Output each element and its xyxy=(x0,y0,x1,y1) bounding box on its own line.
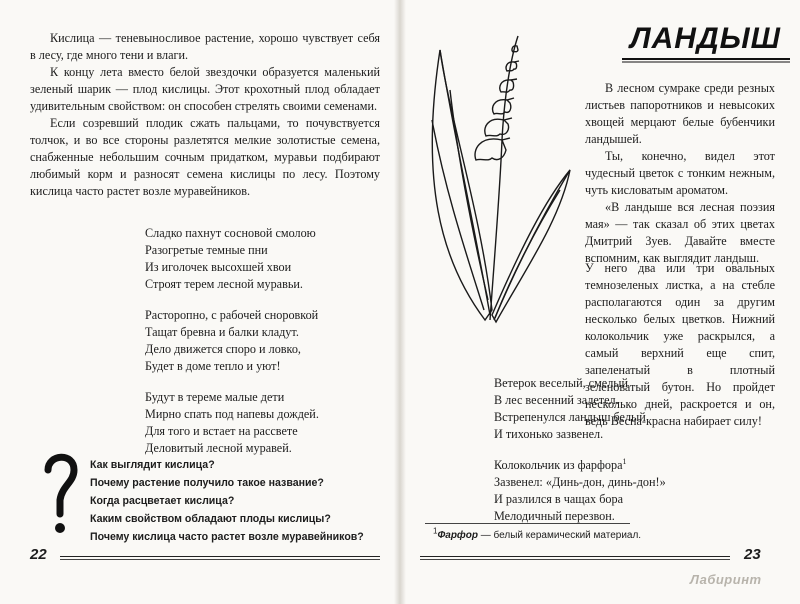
question-item: Когда расцветает кислица? xyxy=(90,495,235,507)
footnote-text: — белый керамический материал. xyxy=(478,530,642,541)
footer-rule xyxy=(420,559,730,560)
poem-line: И тихонько зазвенел. xyxy=(494,427,604,441)
poem-line: Сладко пахнут сосновой смолою xyxy=(145,226,316,240)
poem-line: Из иголочек высохшей хвои xyxy=(145,260,292,274)
question-item: Почему растение получило такое название? xyxy=(90,477,324,489)
title-underline xyxy=(622,58,790,63)
poem-line: Будет в доме тепло и уют! xyxy=(145,359,281,373)
poem-stanza xyxy=(145,307,385,375)
footnote xyxy=(433,526,773,541)
footnote-mark: 1 xyxy=(433,526,438,536)
lily-poem xyxy=(494,375,754,539)
footer-rule xyxy=(420,556,730,557)
poem-line-text: Колокольчик из фарфора xyxy=(494,458,623,472)
poem-line: Мелодичный перезвон. xyxy=(494,509,615,523)
book-spine xyxy=(394,0,406,604)
footnote-rule xyxy=(425,523,630,524)
paragraph: Если созревший плодик сжать пальцами, то почувствуется толчок, и во все стороны разлетятся мелкие золотистые семена, снабженные небольшим сочным придатком, муравьи подбирают любимый корм и разносят семена кислицы по лесу. Поэтому кислица часто растет возле муравейников. xyxy=(30,116,380,198)
page-number-right: 23 xyxy=(744,546,761,563)
paragraph: Ты, конечно, видел этот чудесный цветок с тонким нежным, чуть кисловатым ароматом. xyxy=(585,149,775,197)
left-prose xyxy=(30,30,380,200)
poem-line: Тащат бревна и балки кладут. xyxy=(145,325,299,339)
ant-poem xyxy=(145,225,385,471)
paragraph: В лесном сумраке среди резных листьев папоротников и невысоких хвощей мерцают белые бубенчики ландышей. xyxy=(585,81,775,146)
footnote-term: Фарфор xyxy=(437,530,478,541)
footer-rule xyxy=(60,559,380,560)
poem-stanza xyxy=(494,457,754,525)
poem-line: Будут в тереме малые дети xyxy=(145,390,285,404)
question-item: Каким свойством обладают плоды кислицы? xyxy=(90,513,331,525)
question-mark-icon xyxy=(40,448,82,538)
question-item: Как выглядит кислица? xyxy=(90,459,215,471)
poem-line: Ветерок веселый, смелый xyxy=(494,376,629,390)
poem-line: И разлился в чащах бора xyxy=(494,492,623,506)
poem-line: Зазвенел: «Динь-дон, динь-дон!» xyxy=(494,475,666,489)
poem-line: Дело движется споро и ловко, xyxy=(145,342,301,356)
page-title: ЛАНДЫШ xyxy=(630,22,781,55)
poem-line: Расторопно, с рабочей сноровкой xyxy=(145,308,319,322)
footer-rule xyxy=(60,556,380,557)
poem-line: Для того и встает на рассвете xyxy=(145,424,298,438)
intro-prose xyxy=(585,80,775,267)
question-item: Почему кислица часто растет возле муравейников? xyxy=(90,531,364,543)
poem-stanza xyxy=(145,389,385,457)
watermark: Лабиринт xyxy=(690,572,762,587)
poem-line: В лес весенний залетел. xyxy=(494,393,619,407)
footnote-reference: 1 xyxy=(622,456,627,466)
poem-line: Деловитый лесной муравей. xyxy=(145,441,292,455)
paragraph: У него два или три овальных темнозеленых листка, а на стебле располагаются один за другим несколько белых цветков. Нижний колокольчик уже раскрылся, а самый верхний еще спит, запеленатый в плотный зеленоватый бутон. Но пройдет несколько дней, раскроется и он, ведь Весна-красна набирает силу! xyxy=(585,261,775,428)
paragraph: К концу лета вместо белой звездочки образуется маленький зеленый шарик — плод кислицы. Этот крохотный плод обладает удивительным свойством: он способен стрелять своими семенами. xyxy=(30,65,380,113)
poem-line: Мирно спать под напевы дождей. xyxy=(145,407,319,421)
poem-line: Строят терем лесной муравьи. xyxy=(145,277,303,291)
poem-line: Встрепенулся ландыш белый xyxy=(494,410,646,424)
poem-stanza xyxy=(494,375,754,443)
paragraph: «В ландыше вся лесная поэзия мая» — так сказал об этих цветах Дмитрий Зуев. Давайте вместе вспомним, как выглядит ландыш. xyxy=(585,200,775,265)
poem-stanza xyxy=(145,225,385,293)
poem-line: Разогретые темные пни xyxy=(145,243,268,257)
question-list xyxy=(90,456,390,546)
poem-line xyxy=(494,457,754,474)
page-number-left: 22 xyxy=(30,546,47,563)
paragraph: Кислица — теневыносливое растение, хорошо чувствует себя в лесу, где много тени и влаги. xyxy=(30,31,380,62)
